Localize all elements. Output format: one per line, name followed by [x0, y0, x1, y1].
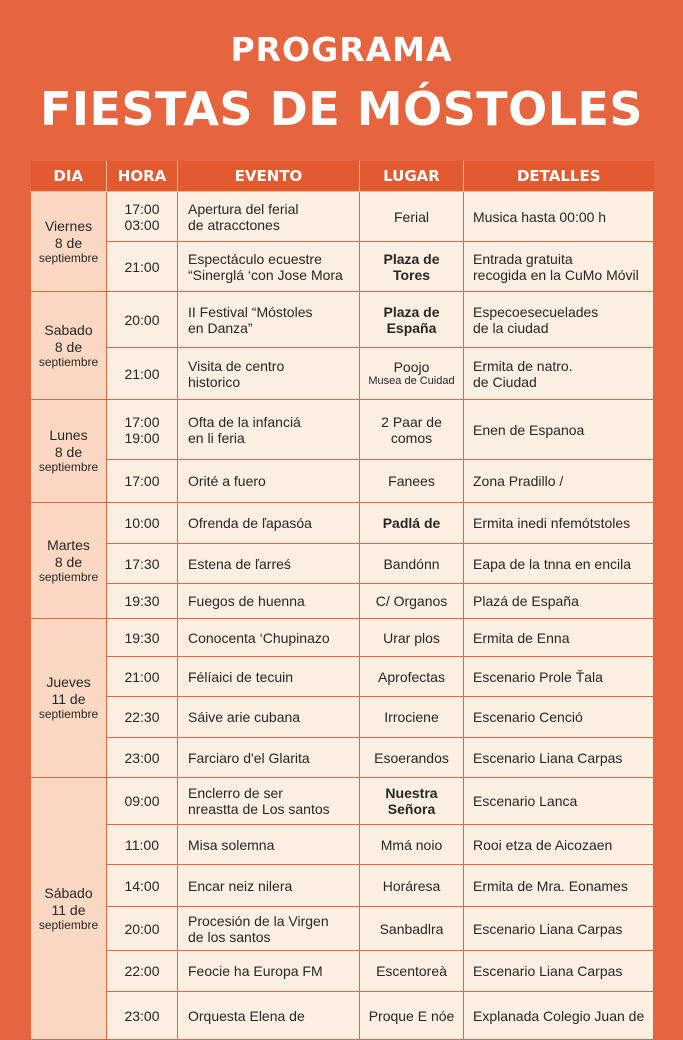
- evento-cell: [178, 503, 360, 544]
- cell-line: Esoerandos: [374, 749, 449, 766]
- detalles-cell: [464, 348, 654, 400]
- detalles-cell: [464, 503, 654, 544]
- cell-line: Espectáculo ecuestre: [188, 250, 322, 267]
- day-label-line: septiembre: [38, 250, 99, 265]
- hora-cell: [107, 992, 178, 1040]
- col-header-lugar: LUGAR: [360, 161, 464, 192]
- cell-line: Ferial: [393, 208, 429, 225]
- detalles-cell: [464, 951, 654, 992]
- cell-line: Rooi etza de Aicozaen: [473, 836, 613, 853]
- cell-line: 2 Paar de: [381, 413, 442, 430]
- cell-line: 21:00: [124, 365, 160, 382]
- cell-line: 19:00: [124, 429, 160, 446]
- cell-line: 03:00: [124, 216, 160, 233]
- cell-line: Ermita de Mra. Eonames: [473, 877, 628, 894]
- hora-cell: [107, 907, 178, 951]
- day-label-line: septiembre: [38, 460, 99, 474]
- lugar-cell: [360, 907, 464, 951]
- cell-line: Escenario Liana Carpas: [473, 963, 623, 979]
- lugar-cell: [360, 778, 464, 825]
- cell-line: 23:00: [124, 749, 160, 766]
- cell-line: C/ Organos: [375, 593, 448, 609]
- evento-cell: [178, 192, 360, 242]
- lugar-cell: [360, 460, 464, 503]
- cell-line: Félíaici de tecuin: [188, 668, 294, 685]
- col-header-detalles: DETALLES: [464, 161, 654, 192]
- day-cell: [31, 192, 107, 292]
- cell-line: 17:00: [124, 200, 160, 217]
- cell-line: 23:00: [124, 1007, 160, 1024]
- table-row: [31, 825, 654, 865]
- cell-line: Entrada gratuita: [473, 250, 573, 267]
- lugar-cell: [360, 584, 464, 619]
- cell-line: Especoesecuelades: [473, 303, 599, 320]
- cell-line: Sanbadlra: [379, 920, 444, 937]
- cell-line: 10:00: [124, 515, 160, 531]
- col-header-hora: HORA: [107, 161, 178, 192]
- day-label-line: 11 de: [51, 691, 86, 707]
- lugar-cell: [360, 992, 464, 1040]
- cell-line: Zona Pradillo /: [473, 473, 564, 489]
- cell-line: Eapa de la tnna en encila: [473, 555, 632, 572]
- day-label-line: septiembre: [38, 707, 99, 721]
- day-label-line: 8 de: [54, 444, 83, 460]
- lugar-cell: [360, 503, 464, 544]
- table-row: [31, 657, 654, 697]
- cell-line: Sáive arie cubana: [188, 709, 301, 725]
- cell-line: 14:00: [124, 877, 160, 894]
- detalles-cell: [464, 400, 654, 460]
- cell-line: 21:00: [124, 258, 160, 275]
- cell-line: Plazá de España: [473, 593, 579, 609]
- table-row: [31, 242, 654, 292]
- hora-cell: [107, 951, 178, 992]
- day-cell: [31, 292, 107, 400]
- evento-cell: [178, 738, 360, 778]
- day-label-line: Lunes: [49, 427, 88, 443]
- cell-line: de atracctones: [188, 216, 280, 233]
- table-row: [31, 503, 654, 544]
- table-row: [31, 292, 654, 348]
- day-label-line: 11 de: [51, 901, 86, 918]
- hora-cell: [107, 544, 178, 584]
- detalles-cell: [464, 460, 654, 503]
- evento-cell: [178, 584, 360, 619]
- table-row: [31, 865, 654, 907]
- table-row: [31, 192, 654, 242]
- cell-line: Señora: [387, 801, 436, 817]
- cell-line: recogida en la CuMo Móvil: [473, 266, 639, 283]
- cell-line: Procesión de la Virgen: [188, 912, 329, 929]
- cell-line: Ermita de natro.: [473, 357, 573, 374]
- cell-line: “Sinerglá ‘con Jose Mora: [188, 266, 343, 283]
- cell-line: Plaza de: [383, 303, 440, 320]
- cell-line: Ermita inedi nfemótstoles: [473, 515, 631, 531]
- cell-line: 17:00: [124, 473, 160, 489]
- hora-cell: [107, 825, 178, 865]
- lugar-cell: [360, 348, 464, 400]
- day-label-line: Sabado: [44, 321, 93, 338]
- cell-line: Visita de centro: [188, 357, 285, 374]
- detalles-cell: [464, 544, 654, 584]
- col-header-dia: DIA: [31, 161, 107, 192]
- cell-line: de Ciudad: [473, 373, 537, 390]
- cell-line: Ofta de la infanciá: [188, 413, 301, 430]
- cell-line: Ermita de Enna: [473, 629, 570, 646]
- lugar-cell: [360, 825, 464, 865]
- cell-line: II Festival “Móstoles: [188, 303, 313, 320]
- cell-line: Escentoreà: [376, 963, 447, 979]
- cell-line: Aprofectas: [378, 668, 445, 685]
- lugar-cell: [360, 738, 464, 778]
- cell-line: nreastta de Los santos: [188, 801, 330, 817]
- cell-line: Mmá noio: [380, 836, 443, 853]
- cell-line: Farciaro d'el Glarita: [188, 749, 310, 766]
- cell-line: 19:30: [124, 629, 160, 646]
- program-table: [30, 161, 654, 1040]
- table-row: [31, 619, 654, 657]
- cell-line: Escenario Liana Carpas: [473, 920, 623, 937]
- table-row: [31, 778, 654, 825]
- hora-cell: [107, 242, 178, 292]
- cell-line: Musea de Cuidad: [368, 375, 455, 387]
- cell-line: 17:00: [124, 413, 160, 430]
- cell-line: 19:30: [124, 593, 160, 609]
- hora-cell: [107, 697, 178, 738]
- day-cell: [31, 503, 107, 619]
- cell-line: Orité a fuero: [188, 473, 266, 489]
- detalles-cell: [464, 865, 654, 907]
- day-cell: [31, 619, 107, 778]
- cell-line: Urar plos: [383, 629, 440, 646]
- lugar-cell: [360, 697, 464, 738]
- cell-line: Feocie ha Europa FM: [188, 963, 323, 979]
- cell-line: 11:00: [125, 836, 159, 853]
- lugar-cell: [360, 292, 464, 348]
- cell-line: Enen de Espanoa: [473, 421, 585, 438]
- cell-line: España: [386, 319, 437, 336]
- lugar-cell: [360, 657, 464, 697]
- evento-cell: [178, 865, 360, 907]
- day-label-line: septiembre: [38, 354, 99, 369]
- table-row: [31, 544, 654, 584]
- cell-line: Apertura del ferial: [188, 200, 299, 217]
- table-row: [31, 738, 654, 778]
- cell-line: en Danza”: [188, 319, 253, 336]
- day-label-line: 8 de: [54, 553, 83, 570]
- col-header-evento: EVENTO: [178, 161, 360, 192]
- cell-line: Escenario Lanca: [473, 793, 578, 809]
- cell-line: 17:30: [124, 555, 160, 572]
- cell-line: Musica hasta 00:00 h: [473, 208, 607, 225]
- evento-cell: [178, 907, 360, 951]
- cell-line: Escenario Liana Carpas: [473, 749, 623, 766]
- day-label-line: 8 de: [54, 338, 83, 355]
- detalles-cell: [464, 825, 654, 865]
- evento-cell: [178, 619, 360, 657]
- cell-line: Explanada Colegio Juan de: [473, 1007, 645, 1024]
- cell-line: Enclerro de ser: [188, 785, 283, 801]
- cell-line: Poojo: [393, 359, 430, 375]
- evento-cell: [178, 825, 360, 865]
- hora-cell: [107, 192, 178, 242]
- hora-cell: [107, 400, 178, 460]
- table-row: [31, 348, 654, 400]
- table-row: [31, 584, 654, 619]
- cell-line: Plaza de: [383, 250, 440, 267]
- detalles-cell: [464, 697, 654, 738]
- detalles-cell: [464, 292, 654, 348]
- cell-line: 21:00: [124, 668, 160, 685]
- cell-line: Escenario Prole Ťala: [473, 668, 603, 685]
- cell-line: 09:00: [124, 793, 160, 809]
- cell-line: Conocenta ‘Chupinazo: [188, 629, 330, 646]
- title-fiestas: FIESTAS DE MÓSTOLES: [39, 82, 644, 136]
- lugar-cell: [360, 544, 464, 584]
- detalles-cell: [464, 992, 654, 1040]
- day-label-line: Sábado: [44, 884, 93, 901]
- hora-cell: [107, 348, 178, 400]
- evento-cell: [178, 460, 360, 503]
- lugar-cell: [360, 951, 464, 992]
- cell-line: Estena de ľarreś: [188, 555, 291, 572]
- evento-cell: [178, 992, 360, 1040]
- cell-line: 22:30: [124, 709, 160, 725]
- cell-line: Escenario Cenció: [473, 709, 583, 725]
- detalles-cell: [464, 657, 654, 697]
- lugar-cell: [360, 192, 464, 242]
- cell-line: Orquesta Elena de: [188, 1007, 305, 1024]
- table-row: [31, 992, 654, 1040]
- table-row: [31, 907, 654, 951]
- hora-cell: [107, 657, 178, 697]
- day-label-line: 8 de: [54, 234, 83, 251]
- evento-cell: [178, 544, 360, 584]
- cell-line: Horáresa: [382, 877, 441, 894]
- cell-line: Irrociene: [384, 709, 439, 725]
- day-cell: [31, 778, 107, 1040]
- detalles-cell: [464, 584, 654, 619]
- cell-line: 22:00: [124, 963, 160, 979]
- hora-cell: [107, 865, 178, 907]
- day-label-line: septiembre: [38, 569, 99, 584]
- table-row: [31, 400, 654, 460]
- cell-line: historico: [188, 373, 241, 390]
- day-label-line: Viernes: [44, 217, 93, 234]
- table-row: [31, 460, 654, 503]
- detalles-cell: [464, 738, 654, 778]
- cell-line: en li feria: [188, 429, 245, 446]
- day-label-line: Jueves: [46, 674, 91, 690]
- lugar-cell: [360, 400, 464, 460]
- cell-line: de los santos: [188, 928, 271, 945]
- cell-line: Misa solemna: [188, 836, 275, 853]
- hora-cell: [107, 503, 178, 544]
- cell-line: 20:00: [124, 311, 160, 328]
- hora-cell: [107, 619, 178, 657]
- evento-cell: [178, 951, 360, 992]
- evento-cell: [178, 348, 360, 400]
- table-row: [31, 951, 654, 992]
- detalles-cell: [464, 778, 654, 825]
- evento-cell: [178, 697, 360, 738]
- lugar-cell: [360, 865, 464, 907]
- hora-cell: [107, 292, 178, 348]
- cell-line: 20:00: [124, 920, 160, 937]
- evento-cell: [178, 657, 360, 697]
- detalles-cell: [464, 907, 654, 951]
- program-body: [31, 192, 654, 1040]
- evento-cell: [178, 400, 360, 460]
- cell-line: Proque E nóe: [368, 1007, 455, 1024]
- detalles-cell: [464, 192, 654, 242]
- lugar-cell: [360, 242, 464, 292]
- table-row: [31, 697, 654, 738]
- evento-cell: [178, 242, 360, 292]
- cell-line: Padlá de: [382, 515, 441, 531]
- hora-cell: [107, 778, 178, 825]
- cell-line: de la ciudad: [473, 319, 549, 336]
- title-programa: PROGRAMA: [230, 30, 453, 69]
- cell-line: Nuestra: [385, 785, 438, 801]
- cell-line: Bandónn: [383, 555, 440, 572]
- detalles-cell: [464, 242, 654, 292]
- evento-cell: [178, 292, 360, 348]
- hora-cell: [107, 738, 178, 778]
- cell-line: Fanees: [388, 473, 435, 489]
- table-header-row: [31, 161, 654, 192]
- cell-line: Tores: [392, 266, 431, 283]
- cell-line: comos: [390, 429, 433, 446]
- day-label-line: septiembre: [38, 917, 99, 932]
- evento-cell: [178, 778, 360, 825]
- day-cell: [31, 400, 107, 503]
- detalles-cell: [464, 619, 654, 657]
- hora-cell: [107, 584, 178, 619]
- cell-line: Ofrenda de ľapasóa: [188, 515, 312, 531]
- day-label-line: Martes: [47, 536, 90, 553]
- hora-cell: [107, 460, 178, 503]
- cell-line: Fuegos de huenna: [188, 593, 305, 609]
- cell-line: Encar neiz nilera: [188, 877, 293, 894]
- lugar-cell: [360, 619, 464, 657]
